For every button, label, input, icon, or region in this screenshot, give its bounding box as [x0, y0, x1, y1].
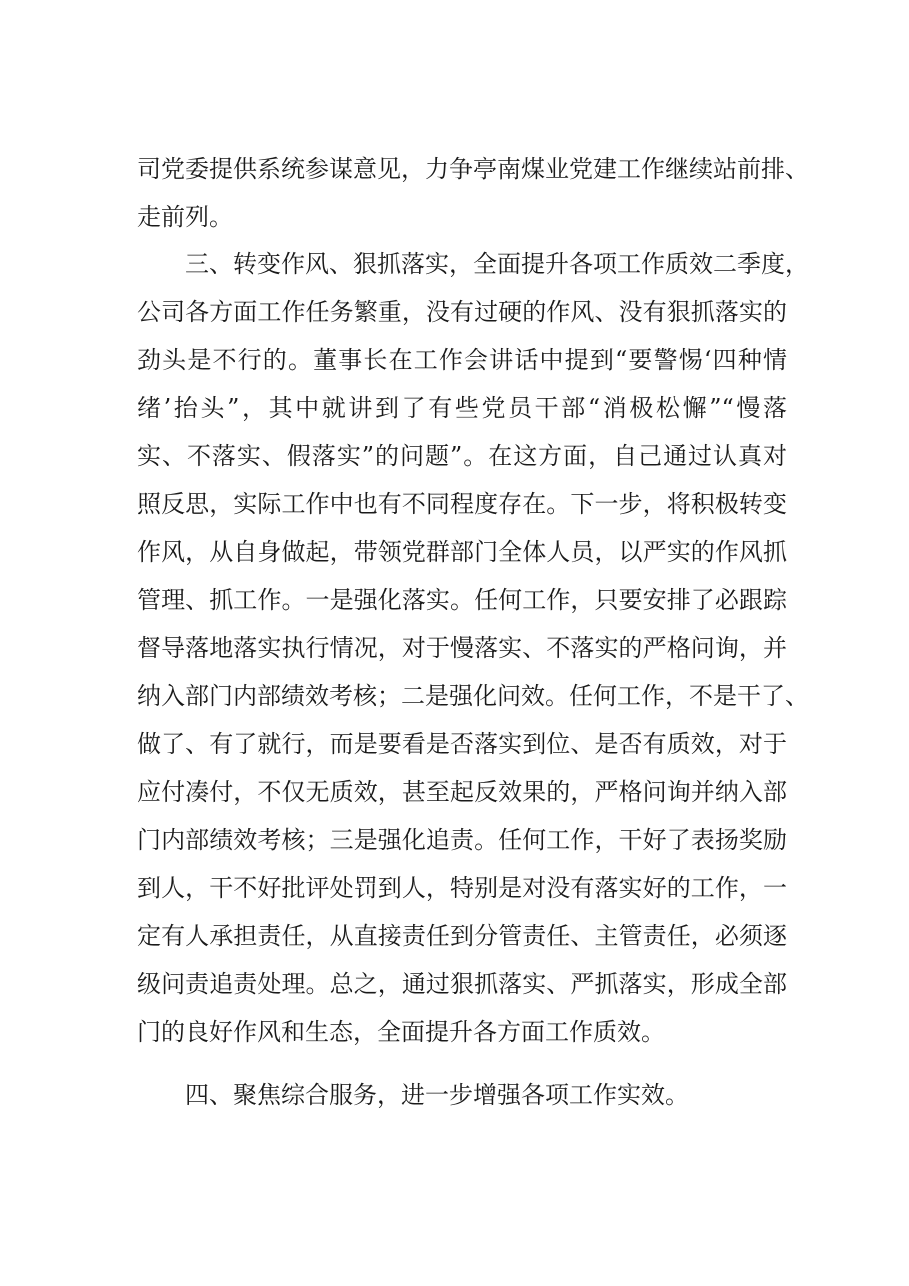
- paragraph-section-3: [137, 240, 809, 1056]
- text-line: 四、聚焦综合服务，进一步增强各项工作实效。: [185, 1081, 689, 1109]
- paragraph-continuation: [137, 145, 809, 241]
- text-line: 做了、有了就行，而是要看是否落实到位、是否有质效，对于: [137, 730, 787, 758]
- text-line: 门内部绩效考核；三是强化追责。任何工作，干好了表扬奖励: [137, 826, 787, 854]
- text-line: 定有人承担责任，从直接责任到分管责任、主管责任，必须逐: [137, 922, 787, 950]
- text-line: 实、不落实、假落实”的问题”。在这方面，自己通过认真对: [137, 442, 787, 470]
- text-line: 司党委提供系统参谋意见，力争亭南煤业党建工作继续站前排、: [137, 155, 809, 183]
- text-line: 作风，从自身做起，带领党群部门全体人员，以严实的作风抓: [137, 538, 787, 566]
- text-line: 到人，干不好批评处罚到人，特别是对没有落实好的工作，一: [137, 874, 787, 902]
- text-line: 督导落地落实执行情况，对于慢落实、不落实的严格问询，并: [137, 634, 787, 662]
- text-line: 管理、抓工作。一是强化落实。任何工作，只要安排了必跟踪: [137, 586, 787, 614]
- text-line: 绪’抬头”，其中就讲到了有些党员干部“消极松懈”“慢落: [137, 394, 787, 422]
- text-line: 照反思，实际工作中也有不同程度存在。下一步，将积极转变: [137, 490, 787, 518]
- text-line: 纳入部门内部绩效考核；二是强化问效。任何工作，不是干了、: [137, 682, 809, 710]
- text-line: 门的良好作风和生态，全面提升各方面工作质效。: [137, 1018, 665, 1046]
- text-line: 应付凑付，不仅无质效，甚至起反效果的，严格问询并纳入部: [137, 778, 787, 806]
- text-line: 级问责追责处理。总之，通过狠抓落实、严抓落实，形成全部: [137, 970, 787, 998]
- text-line: 三、转变作风、狠抓落实，全面提升各项工作质效二季度，: [185, 250, 809, 278]
- text-line: 劲头是不行的。董事长在工作会讲话中提到“要警惕‘四种情: [137, 346, 787, 374]
- text-line: 走前列。: [137, 203, 233, 231]
- text-line: 公司各方面工作任务繁重，没有过硬的作风、没有狠抓落实的: [137, 298, 787, 326]
- paragraph-section-4: [137, 1071, 787, 1119]
